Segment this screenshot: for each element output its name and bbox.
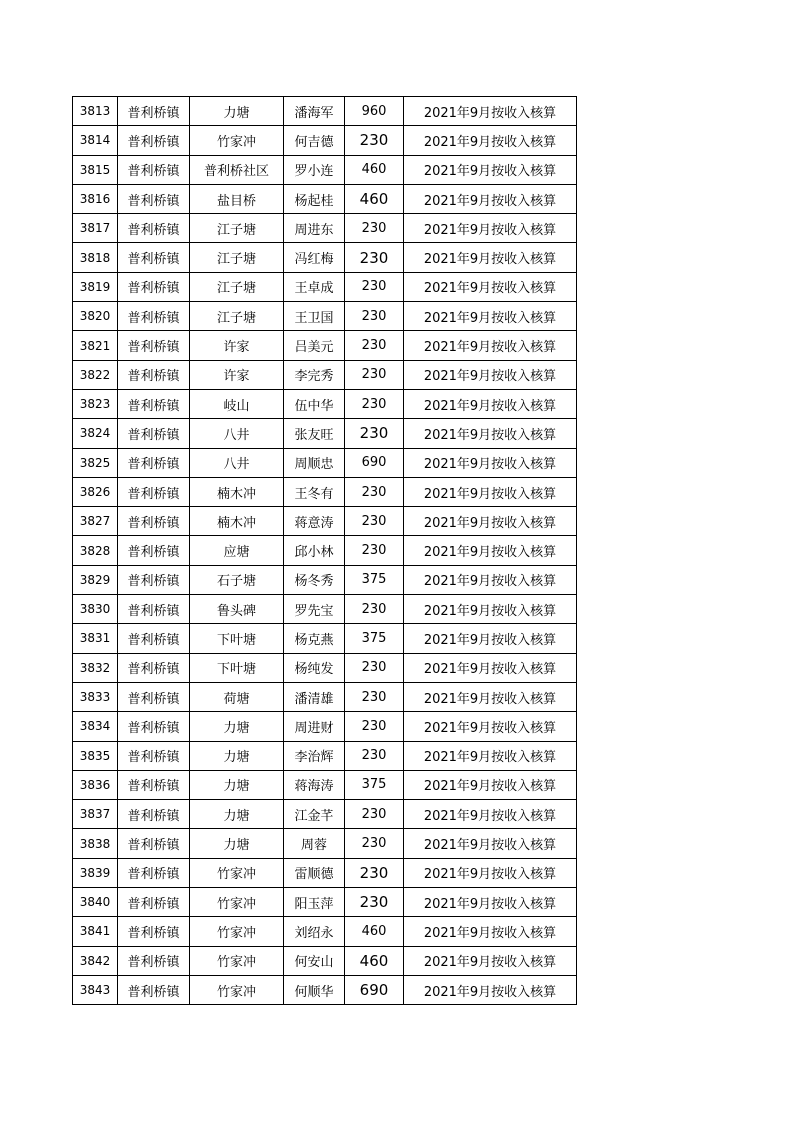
record-id-cell: 3832 bbox=[73, 653, 118, 682]
table-row bbox=[73, 888, 577, 917]
table-row bbox=[73, 243, 577, 272]
amount-cell: 690 bbox=[345, 975, 404, 1004]
person-name-cell: 吕美元 bbox=[284, 331, 345, 360]
record-id-cell: 3817 bbox=[73, 214, 118, 243]
table-row bbox=[73, 712, 577, 741]
note-cell: 2021年9月按收入核算 bbox=[404, 595, 577, 624]
town-cell: 普利桥镇 bbox=[118, 975, 190, 1004]
amount-cell: 230 bbox=[345, 214, 404, 243]
village-cell: 楠木冲 bbox=[190, 507, 284, 536]
village-cell: 力塘 bbox=[190, 829, 284, 858]
note-cell: 2021年9月按收入核算 bbox=[404, 712, 577, 741]
note-cell: 2021年9月按收入核算 bbox=[404, 448, 577, 477]
town-cell: 普利桥镇 bbox=[118, 97, 190, 126]
person-name-cell: 周进财 bbox=[284, 712, 345, 741]
village-cell: 荷塘 bbox=[190, 682, 284, 711]
table-row bbox=[73, 214, 577, 243]
village-cell: 盐目桥 bbox=[190, 184, 284, 213]
village-cell: 力塘 bbox=[190, 741, 284, 770]
record-id-cell: 3834 bbox=[73, 712, 118, 741]
town-cell: 普利桥镇 bbox=[118, 741, 190, 770]
village-cell: 下叶塘 bbox=[190, 653, 284, 682]
note-cell: 2021年9月按收入核算 bbox=[404, 360, 577, 389]
note-cell: 2021年9月按收入核算 bbox=[404, 800, 577, 829]
records-table bbox=[72, 96, 577, 1005]
record-id-cell: 3836 bbox=[73, 770, 118, 799]
village-cell: 许家 bbox=[190, 360, 284, 389]
amount-cell: 460 bbox=[345, 946, 404, 975]
person-name-cell: 何吉德 bbox=[284, 126, 345, 155]
amount-cell: 375 bbox=[345, 770, 404, 799]
person-name-cell: 王卫国 bbox=[284, 302, 345, 331]
town-cell: 普利桥镇 bbox=[118, 536, 190, 565]
table-row bbox=[73, 97, 577, 126]
note-cell: 2021年9月按收入核算 bbox=[404, 917, 577, 946]
record-id-cell: 3822 bbox=[73, 360, 118, 389]
town-cell: 普利桥镇 bbox=[118, 565, 190, 594]
amount-cell: 230 bbox=[345, 858, 404, 887]
amount-cell: 230 bbox=[345, 302, 404, 331]
note-cell: 2021年9月按收入核算 bbox=[404, 653, 577, 682]
person-name-cell: 邱小林 bbox=[284, 536, 345, 565]
village-cell: 楠木冲 bbox=[190, 477, 284, 506]
village-cell: 鲁头碑 bbox=[190, 595, 284, 624]
note-cell: 2021年9月按收入核算 bbox=[404, 214, 577, 243]
town-cell: 普利桥镇 bbox=[118, 888, 190, 917]
amount-cell: 460 bbox=[345, 917, 404, 946]
person-name-cell: 张友旺 bbox=[284, 419, 345, 448]
village-cell: 竹家冲 bbox=[190, 858, 284, 887]
table-row bbox=[73, 126, 577, 155]
table-row bbox=[73, 946, 577, 975]
person-name-cell: 何安山 bbox=[284, 946, 345, 975]
village-cell: 岐山 bbox=[190, 389, 284, 418]
note-cell: 2021年9月按收入核算 bbox=[404, 155, 577, 184]
town-cell: 普利桥镇 bbox=[118, 389, 190, 418]
village-cell: 力塘 bbox=[190, 97, 284, 126]
record-id-cell: 3839 bbox=[73, 858, 118, 887]
amount-cell: 230 bbox=[345, 536, 404, 565]
note-cell: 2021年9月按收入核算 bbox=[404, 829, 577, 858]
note-cell: 2021年9月按收入核算 bbox=[404, 272, 577, 301]
town-cell: 普利桥镇 bbox=[118, 917, 190, 946]
record-id-cell: 3825 bbox=[73, 448, 118, 477]
table-row bbox=[73, 741, 577, 770]
amount-cell: 375 bbox=[345, 624, 404, 653]
note-cell: 2021年9月按收入核算 bbox=[404, 243, 577, 272]
village-cell: 石子塘 bbox=[190, 565, 284, 594]
record-id-cell: 3841 bbox=[73, 917, 118, 946]
village-cell: 八井 bbox=[190, 448, 284, 477]
village-cell: 竹家冲 bbox=[190, 917, 284, 946]
person-name-cell: 江金芊 bbox=[284, 800, 345, 829]
amount-cell: 230 bbox=[345, 800, 404, 829]
town-cell: 普利桥镇 bbox=[118, 770, 190, 799]
table-row bbox=[73, 975, 577, 1004]
person-name-cell: 罗小连 bbox=[284, 155, 345, 184]
amount-cell: 460 bbox=[345, 184, 404, 213]
note-cell: 2021年9月按收入核算 bbox=[404, 858, 577, 887]
table-row bbox=[73, 536, 577, 565]
amount-cell: 230 bbox=[345, 272, 404, 301]
village-cell: 应塘 bbox=[190, 536, 284, 565]
person-name-cell: 周进东 bbox=[284, 214, 345, 243]
table-row bbox=[73, 184, 577, 213]
record-id-cell: 3813 bbox=[73, 97, 118, 126]
town-cell: 普利桥镇 bbox=[118, 302, 190, 331]
town-cell: 普利桥镇 bbox=[118, 800, 190, 829]
town-cell: 普利桥镇 bbox=[118, 331, 190, 360]
record-id-cell: 3814 bbox=[73, 126, 118, 155]
town-cell: 普利桥镇 bbox=[118, 682, 190, 711]
amount-cell: 460 bbox=[345, 155, 404, 184]
person-name-cell: 潘海军 bbox=[284, 97, 345, 126]
note-cell: 2021年9月按收入核算 bbox=[404, 302, 577, 331]
record-id-cell: 3815 bbox=[73, 155, 118, 184]
town-cell: 普利桥镇 bbox=[118, 419, 190, 448]
table-row bbox=[73, 565, 577, 594]
town-cell: 普利桥镇 bbox=[118, 829, 190, 858]
person-name-cell: 李完秀 bbox=[284, 360, 345, 389]
note-cell: 2021年9月按收入核算 bbox=[404, 389, 577, 418]
note-cell: 2021年9月按收入核算 bbox=[404, 419, 577, 448]
amount-cell: 230 bbox=[345, 360, 404, 389]
person-name-cell: 何顺华 bbox=[284, 975, 345, 1004]
table-row bbox=[73, 858, 577, 887]
person-name-cell: 周蓉 bbox=[284, 829, 345, 858]
village-cell: 力塘 bbox=[190, 770, 284, 799]
village-cell: 江子塘 bbox=[190, 214, 284, 243]
note-cell: 2021年9月按收入核算 bbox=[404, 184, 577, 213]
village-cell: 力塘 bbox=[190, 712, 284, 741]
person-name-cell: 杨纯发 bbox=[284, 653, 345, 682]
person-name-cell: 蒋意涛 bbox=[284, 507, 345, 536]
person-name-cell: 阳玉萍 bbox=[284, 888, 345, 917]
note-cell: 2021年9月按收入核算 bbox=[404, 331, 577, 360]
record-id-cell: 3823 bbox=[73, 389, 118, 418]
amount-cell: 230 bbox=[345, 712, 404, 741]
table-row bbox=[73, 507, 577, 536]
note-cell: 2021年9月按收入核算 bbox=[404, 624, 577, 653]
village-cell: 力塘 bbox=[190, 800, 284, 829]
amount-cell: 690 bbox=[345, 448, 404, 477]
amount-cell: 230 bbox=[345, 888, 404, 917]
record-id-cell: 3837 bbox=[73, 800, 118, 829]
person-name-cell: 王冬有 bbox=[284, 477, 345, 506]
table-row bbox=[73, 624, 577, 653]
amount-cell: 230 bbox=[345, 829, 404, 858]
person-name-cell: 雷顺德 bbox=[284, 858, 345, 887]
record-id-cell: 3829 bbox=[73, 565, 118, 594]
amount-cell: 230 bbox=[345, 331, 404, 360]
town-cell: 普利桥镇 bbox=[118, 126, 190, 155]
table-row bbox=[73, 682, 577, 711]
table-row bbox=[73, 272, 577, 301]
record-id-cell: 3842 bbox=[73, 946, 118, 975]
amount-cell: 230 bbox=[345, 595, 404, 624]
town-cell: 普利桥镇 bbox=[118, 595, 190, 624]
town-cell: 普利桥镇 bbox=[118, 858, 190, 887]
village-cell: 竹家冲 bbox=[190, 888, 284, 917]
town-cell: 普利桥镇 bbox=[118, 712, 190, 741]
record-id-cell: 3821 bbox=[73, 331, 118, 360]
record-id-cell: 3833 bbox=[73, 682, 118, 711]
person-name-cell: 王卓成 bbox=[284, 272, 345, 301]
record-id-cell: 3838 bbox=[73, 829, 118, 858]
person-name-cell: 李治辉 bbox=[284, 741, 345, 770]
note-cell: 2021年9月按收入核算 bbox=[404, 126, 577, 155]
village-cell: 许家 bbox=[190, 331, 284, 360]
town-cell: 普利桥镇 bbox=[118, 184, 190, 213]
person-name-cell: 冯红梅 bbox=[284, 243, 345, 272]
record-id-cell: 3818 bbox=[73, 243, 118, 272]
village-cell: 江子塘 bbox=[190, 272, 284, 301]
note-cell: 2021年9月按收入核算 bbox=[404, 477, 577, 506]
person-name-cell: 伍中华 bbox=[284, 389, 345, 418]
record-id-cell: 3826 bbox=[73, 477, 118, 506]
record-id-cell: 3824 bbox=[73, 419, 118, 448]
amount-cell: 230 bbox=[345, 477, 404, 506]
note-cell: 2021年9月按收入核算 bbox=[404, 97, 577, 126]
village-cell: 竹家冲 bbox=[190, 975, 284, 1004]
note-cell: 2021年9月按收入核算 bbox=[404, 770, 577, 799]
person-name-cell: 周顺忠 bbox=[284, 448, 345, 477]
table-row bbox=[73, 595, 577, 624]
town-cell: 普利桥镇 bbox=[118, 448, 190, 477]
person-name-cell: 蒋海涛 bbox=[284, 770, 345, 799]
record-id-cell: 3819 bbox=[73, 272, 118, 301]
town-cell: 普利桥镇 bbox=[118, 477, 190, 506]
record-id-cell: 3820 bbox=[73, 302, 118, 331]
town-cell: 普利桥镇 bbox=[118, 946, 190, 975]
town-cell: 普利桥镇 bbox=[118, 214, 190, 243]
note-cell: 2021年9月按收入核算 bbox=[404, 946, 577, 975]
amount-cell: 960 bbox=[345, 97, 404, 126]
amount-cell: 375 bbox=[345, 565, 404, 594]
amount-cell: 230 bbox=[345, 507, 404, 536]
record-id-cell: 3816 bbox=[73, 184, 118, 213]
records-table-body bbox=[73, 97, 577, 1005]
town-cell: 普利桥镇 bbox=[118, 272, 190, 301]
record-id-cell: 3830 bbox=[73, 595, 118, 624]
person-name-cell: 杨克燕 bbox=[284, 624, 345, 653]
village-cell: 下叶塘 bbox=[190, 624, 284, 653]
amount-cell: 230 bbox=[345, 741, 404, 770]
town-cell: 普利桥镇 bbox=[118, 653, 190, 682]
village-cell: 江子塘 bbox=[190, 243, 284, 272]
note-cell: 2021年9月按收入核算 bbox=[404, 888, 577, 917]
record-id-cell: 3840 bbox=[73, 888, 118, 917]
note-cell: 2021年9月按收入核算 bbox=[404, 975, 577, 1004]
village-cell: 竹家冲 bbox=[190, 946, 284, 975]
village-cell: 普利桥社区 bbox=[190, 155, 284, 184]
table-row bbox=[73, 302, 577, 331]
person-name-cell: 杨冬秀 bbox=[284, 565, 345, 594]
table-row bbox=[73, 917, 577, 946]
note-cell: 2021年9月按收入核算 bbox=[404, 507, 577, 536]
note-cell: 2021年9月按收入核算 bbox=[404, 536, 577, 565]
note-cell: 2021年9月按收入核算 bbox=[404, 741, 577, 770]
town-cell: 普利桥镇 bbox=[118, 360, 190, 389]
table-row bbox=[73, 477, 577, 506]
town-cell: 普利桥镇 bbox=[118, 155, 190, 184]
amount-cell: 230 bbox=[345, 389, 404, 418]
record-id-cell: 3828 bbox=[73, 536, 118, 565]
table-row bbox=[73, 389, 577, 418]
table-row bbox=[73, 360, 577, 389]
table-row bbox=[73, 829, 577, 858]
person-name-cell: 潘清雄 bbox=[284, 682, 345, 711]
table-row bbox=[73, 419, 577, 448]
table-row bbox=[73, 770, 577, 799]
amount-cell: 230 bbox=[345, 682, 404, 711]
table-row bbox=[73, 800, 577, 829]
village-cell: 八井 bbox=[190, 419, 284, 448]
person-name-cell: 刘绍永 bbox=[284, 917, 345, 946]
table-row bbox=[73, 331, 577, 360]
amount-cell: 230 bbox=[345, 243, 404, 272]
person-name-cell: 罗先宝 bbox=[284, 595, 345, 624]
amount-cell: 230 bbox=[345, 126, 404, 155]
village-cell: 江子塘 bbox=[190, 302, 284, 331]
table-row bbox=[73, 155, 577, 184]
town-cell: 普利桥镇 bbox=[118, 624, 190, 653]
record-id-cell: 3827 bbox=[73, 507, 118, 536]
record-id-cell: 3835 bbox=[73, 741, 118, 770]
note-cell: 2021年9月按收入核算 bbox=[404, 682, 577, 711]
table-row bbox=[73, 653, 577, 682]
amount-cell: 230 bbox=[345, 653, 404, 682]
note-cell: 2021年9月按收入核算 bbox=[404, 565, 577, 594]
table-row bbox=[73, 448, 577, 477]
amount-cell: 230 bbox=[345, 419, 404, 448]
record-id-cell: 3843 bbox=[73, 975, 118, 1004]
village-cell: 竹家冲 bbox=[190, 126, 284, 155]
person-name-cell: 杨起桂 bbox=[284, 184, 345, 213]
record-id-cell: 3831 bbox=[73, 624, 118, 653]
town-cell: 普利桥镇 bbox=[118, 507, 190, 536]
town-cell: 普利桥镇 bbox=[118, 243, 190, 272]
